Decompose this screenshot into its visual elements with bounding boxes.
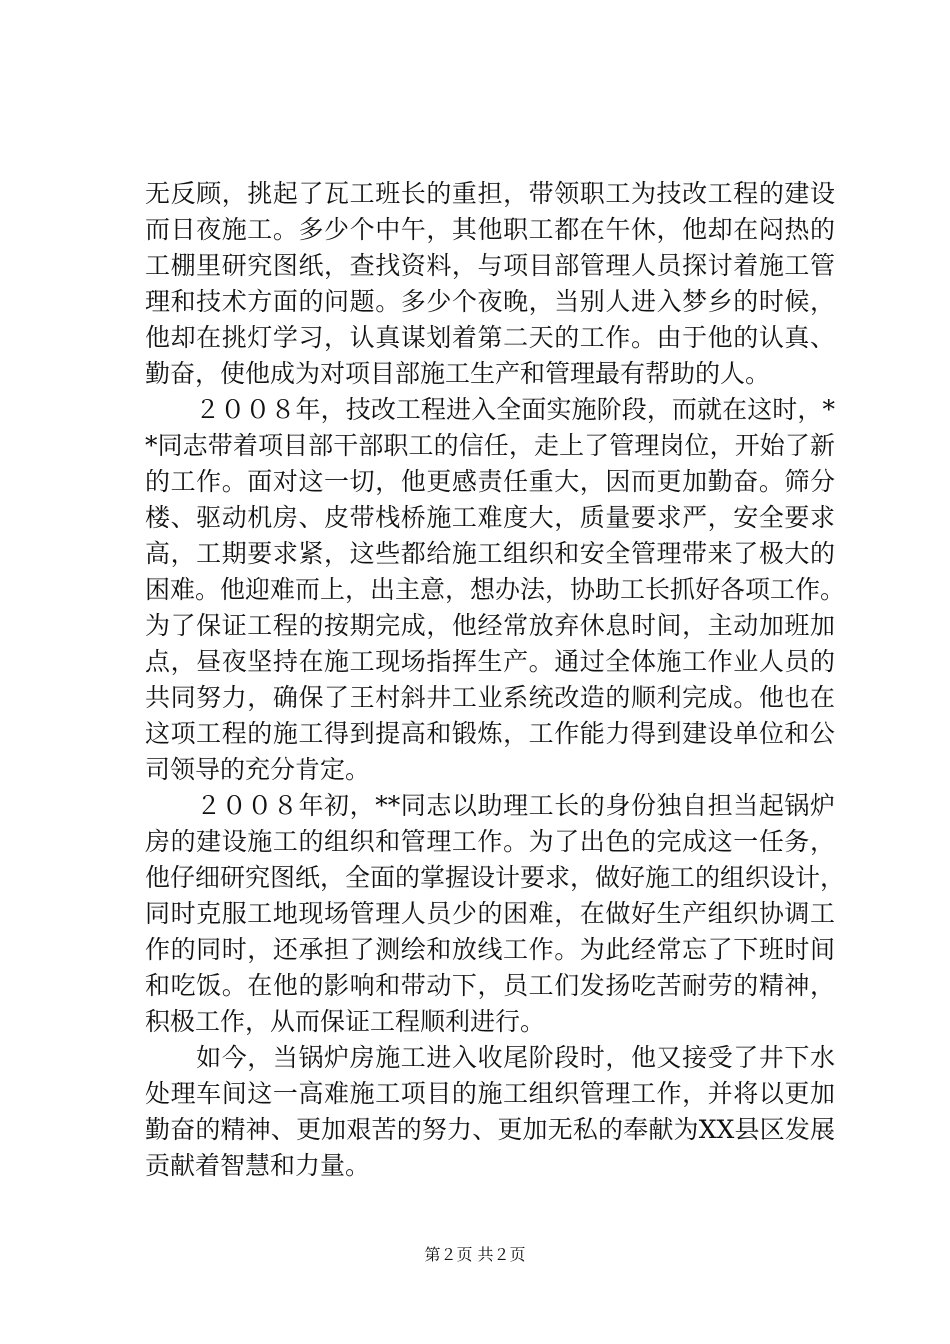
text-line: 为了保证工程的按期完成，他经常放弃休息时间，主动加班加 <box>145 611 835 640</box>
text-line: 如今，当锅炉房施工进入收尾阶段时，他又接受了井下水 <box>145 1043 835 1072</box>
text-line: 和吃饭。在他的影响和带动下，员工们发扬吃苦耐劳的精神， <box>145 971 835 1000</box>
text-line: 司领导的充分肯定。 <box>145 755 371 784</box>
text-line: 他却在挑灯学习，认真谋划着第二天的工作。由于他的认真、 <box>145 323 835 352</box>
text-line: 处理车间这一高难施工项目的施工组织管理工作，并将以更加 <box>145 1079 835 1108</box>
text-line: 困难。他迎难而上，出主意，想办法，协助工长抓好各项工作。 <box>145 575 846 604</box>
text-line: 楼、驱动机房、皮带栈桥施工难度大，质量要求严，安全要求 <box>145 503 835 532</box>
text-line: 理和技术方面的问题。多少个夜晚，当别人进入梦乡的时候， <box>145 287 835 316</box>
body-text <box>145 176 846 1184</box>
text-line: 而日夜施工。多少个中午，其他职工都在午休，他却在闷热的 <box>145 215 835 244</box>
text-line: 他仔细研究图纸，全面的掌握设计要求，做好施工的组织设计， <box>145 863 846 892</box>
text-line: 高，工期要求紧，这些都给施工组织和安全管理带来了极大的 <box>145 539 835 568</box>
text-line: ２００８年，技改工程进入全面实施阶段，而就在这时，* <box>145 395 835 424</box>
text-line: 作的同时，还承担了测绘和放线工作。为此经常忘了下班时间 <box>145 935 835 964</box>
text-line: 的工作。面对这一切，他更感责任重大，因而更加勤奋。筛分 <box>145 467 835 496</box>
text-line: 这项工程的施工得到提高和锻炼，工作能力得到建设单位和公 <box>145 719 835 748</box>
page-footer: 第２页 共２页 <box>424 1245 526 1264</box>
text-line: 房的建设施工的组织和管理工作。为了出色的完成这一任务， <box>145 827 835 856</box>
text-line: 勤奋，使他成为对项目部施工生产和管理最有帮助的人。 <box>145 359 771 388</box>
text-line: 点，昼夜坚持在施工现场指挥生产。通过全体施工作业人员的 <box>145 647 835 676</box>
text-line: *同志带着项目部干部职工的信任，走上了管理岗位，开始了新 <box>145 431 835 460</box>
text-line: 勤奋的精神、更加艰苦的努力、更加无私的奉献为XX县区发展 <box>145 1115 835 1144</box>
text-line: ２００８年初，**同志以助理工长的身份独自担当起锅炉 <box>145 791 835 820</box>
text-line: 同时克服工地现场管理人员少的困难，在做好生产组织协调工 <box>145 899 835 928</box>
text-line: 工棚里研究图纸，查找资料，与项目部管理人员探讨着施工管 <box>145 251 835 280</box>
text-line: 无反顾，挑起了瓦工班长的重担，带领职工为技改工程的建设 <box>145 179 835 208</box>
text-line: 积极工作，从而保证工程顺利进行。 <box>145 1007 546 1036</box>
text-line: 贡献着智慧和力量。 <box>145 1151 371 1180</box>
text-line: 共同努力，确保了王村斜井工业系统改造的顺利完成。他也在 <box>145 683 835 712</box>
